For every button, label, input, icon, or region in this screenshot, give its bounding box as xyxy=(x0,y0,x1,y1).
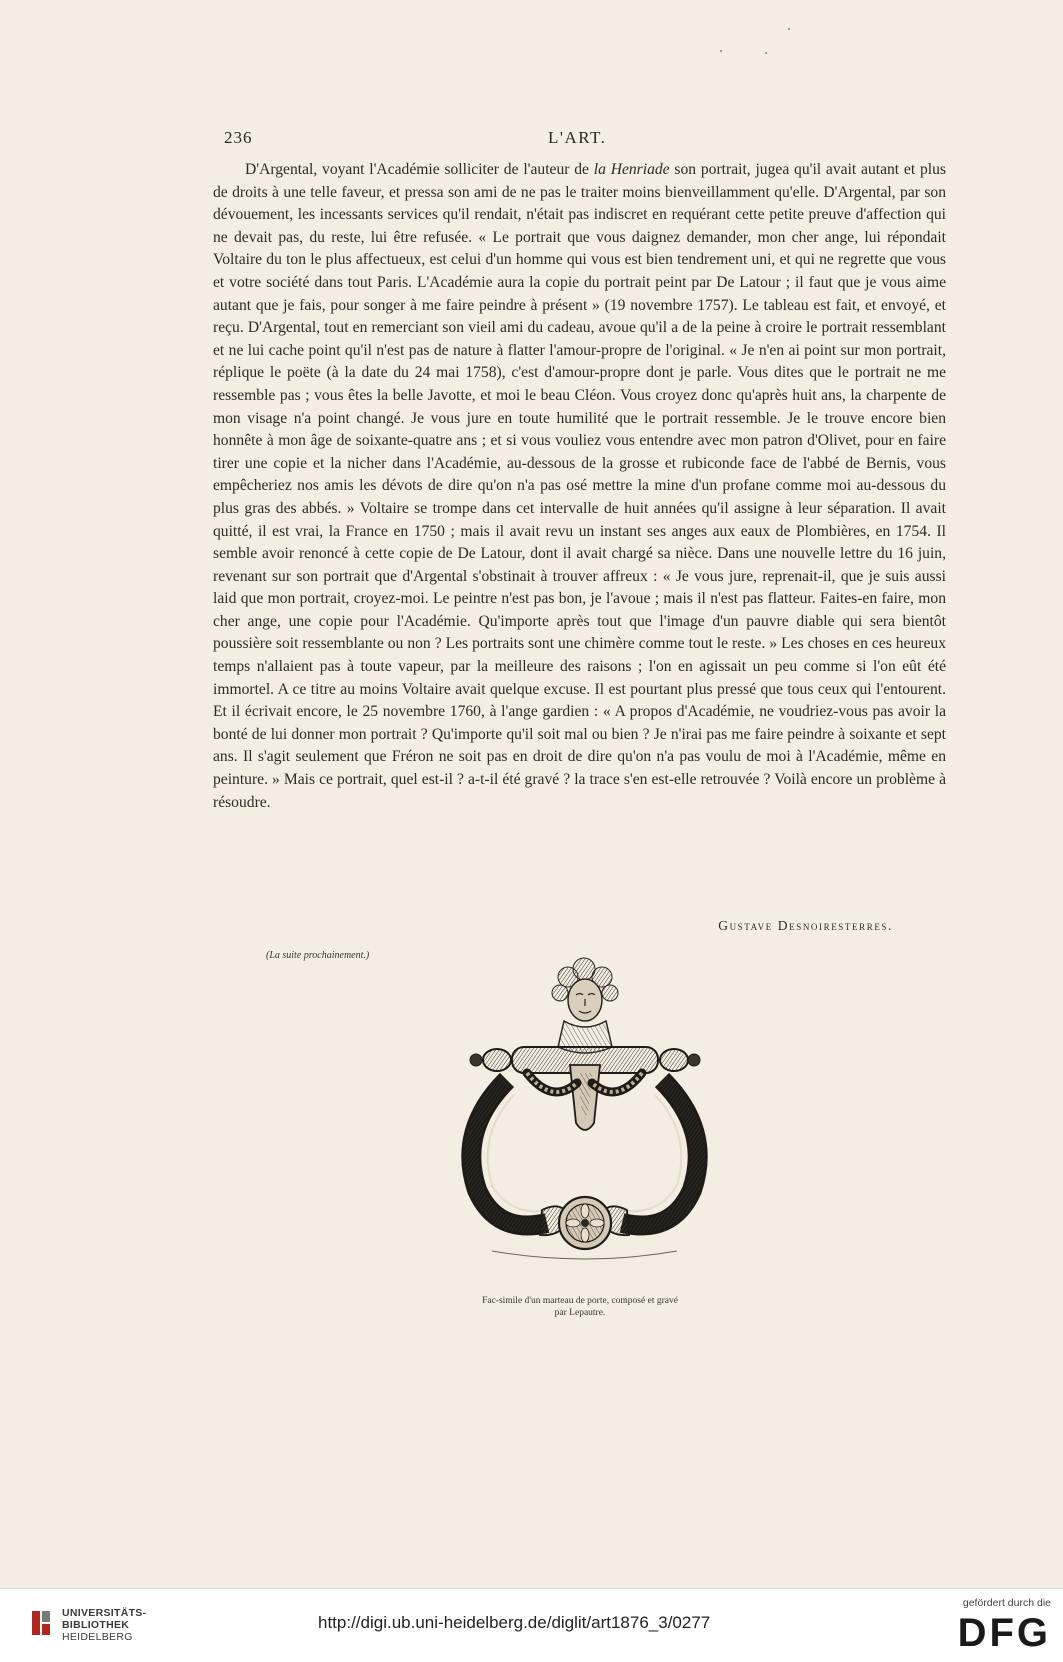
institution-name-line: BIBLIOTHEK xyxy=(62,1619,130,1631)
author-signature: Gustave Desnoiresterres. xyxy=(718,918,893,933)
running-head xyxy=(224,128,944,150)
article-paragraph: D'Argental, voyant l'Académie solliciter de l'auteur de la Henriade son portrait, jugea qu'il avait autant et plus de droits à une telle faveur, et pressa son ami de ne pas le traiter moins bienveillamment qu'elle. D'Argental, par son dévouement, les incessants services qu'il rendait, n'était pas indiscret en requérant cette petite preuve d'affection qui ne devait pas, du reste, lui être refusée. « Le portrait que vous daignez demander, mon cher ange, lui répondait Voltaire du ton le plus affectueux, est celui d'un homme qui vous est bien tendrement uni, et qui ne regrette que vous et votre société dans tout Paris. L'Académie aura la copie du portrait peint par De Latour ; il faut que je vous aime autant que je fais, pour songer à me faire peindre à présent » (19 novembre 1757). Le tableau est fait, et envoyé, et reçu. D'Argental, tout en remerciant son vieil ami du cadeau, avoue qu'il a de la peine à croire le portrait ressemblant et ne lui cache point qu'il n'est pas de nature à flatter l'amour-propre de l'original. « Je n'en ai point sur mon portrait, réplique le poëte (à la date du 24 mai 1758), c'est d'amour-propre dont je parle. Vous dites que le portrait ne me ressemble pas ; vous êtes la belle Javotte, et moi le beau Cléon. Vous croyez donc qu'après huit ans, la charpente de mon visage n'a point changé. Je vous jure en toute humilité que le portrait ressemble. Je le trouve encore bien honnête à mon âge de soixante-quatre ans ; et si vous vouliez vous entendre avec mon patron d'Olivet, pour en faire tirer une copie et la nicher dans l'Académie, au-dessous de la grosse et rubiconde face de l'abbé de Bernis, vous empêcheriez nos amis les dévots de dire qu'on n'a pas osé mettre la mine d'un profane comme moi au-dessous du plus gras des abbés. » Voltaire se trompe dans cet intervalle de huit années qu'il assigne à leur séparation. Il avait quitté, il est vrai, la France en 1750 ; mais il avait revu un instant ses anges aux eaux de Plombières, en 1754. Il semble avoir renoncé à cette copie de De Latour, dont il avait chargé sa nièce. Dans une nouvelle lettre du 16 juin, revenant sur son portrait que d'Argental s'obstinait à trouver affreux : « Je vous jure, reprenait-il, que je suis aussi laid que mon portrait, croyez-moi. Le peintre n'est pas bon, je l'avoue ; mais il n'est pas flatteur. Faites-en faire, mon cher ange, une copie pour l'Académie. Qu'importe après tout que l'image d'un pauvre diable qui sera bientôt poussière soit ressemblante ou non ? Les portraits sont une chimère comme tout le reste. » Les choses en ces heureux temps n'allaient pas à toute vapeur, par la meilleure des raisons ; l'on en agissait un peu comme si l'on eût été immortel. A ce titre au moins Voltaire avait quelque excuse. Il est pourtant plus pressé que tous ceux qui l'entourent. Et il écrivait encore, le 25 novembre 1760, à l'ange gardien : « A propos d'Académie, ne voudriez-vous pas avoir la bonté de lui donner mon portrait ? Qu'importe qu'il soit mal ou bien ? Je n'irai pas me faire peindre à soixante et sept ans. Il s'agit seulement que Fréron ne soit pas en droit de dire qu'on n'a pas voulu de moi à l'Académie, même en peinture. » Mais ce portrait, quel est-il ? a-t-il été gravé ? la trace s'en est-elle retrouvée ? Voilà encore un problème à résoudre. xyxy=(213,161,946,811)
institution-name-line: HEIDELBERG xyxy=(62,1631,133,1643)
viewer-footer xyxy=(0,1588,1063,1662)
paper-speck xyxy=(765,52,767,54)
figure-caption-line: Fac-simile d'un marteau de porte, composé et gravé xyxy=(482,1296,678,1306)
figure-caption-line: par Lepautre. xyxy=(554,1308,606,1318)
dfg-logo: DFG xyxy=(957,1611,1051,1655)
figure-caption xyxy=(430,1295,730,1319)
funding-label: gefördert durch die xyxy=(962,1597,1051,1609)
institution-name-line: UNIVERSITÄTS- xyxy=(62,1607,147,1619)
book-title: la Henriade xyxy=(593,161,670,178)
article-body xyxy=(213,159,946,814)
running-title: L'ART. xyxy=(548,128,607,147)
permalink-url[interactable]: http://digi.ub.uni-heidelberg.de/diglit/art1876_3/0277 xyxy=(318,1613,711,1632)
page-number: 236 xyxy=(224,128,253,147)
door-knocker-engraving-icon xyxy=(452,955,717,1277)
paper-speck xyxy=(720,50,722,52)
ub-heidelberg-logo-icon xyxy=(30,1609,54,1637)
paper-speck xyxy=(788,28,790,30)
continued-note: (La suite prochainement.) xyxy=(266,950,370,961)
institution-name xyxy=(62,1607,146,1643)
